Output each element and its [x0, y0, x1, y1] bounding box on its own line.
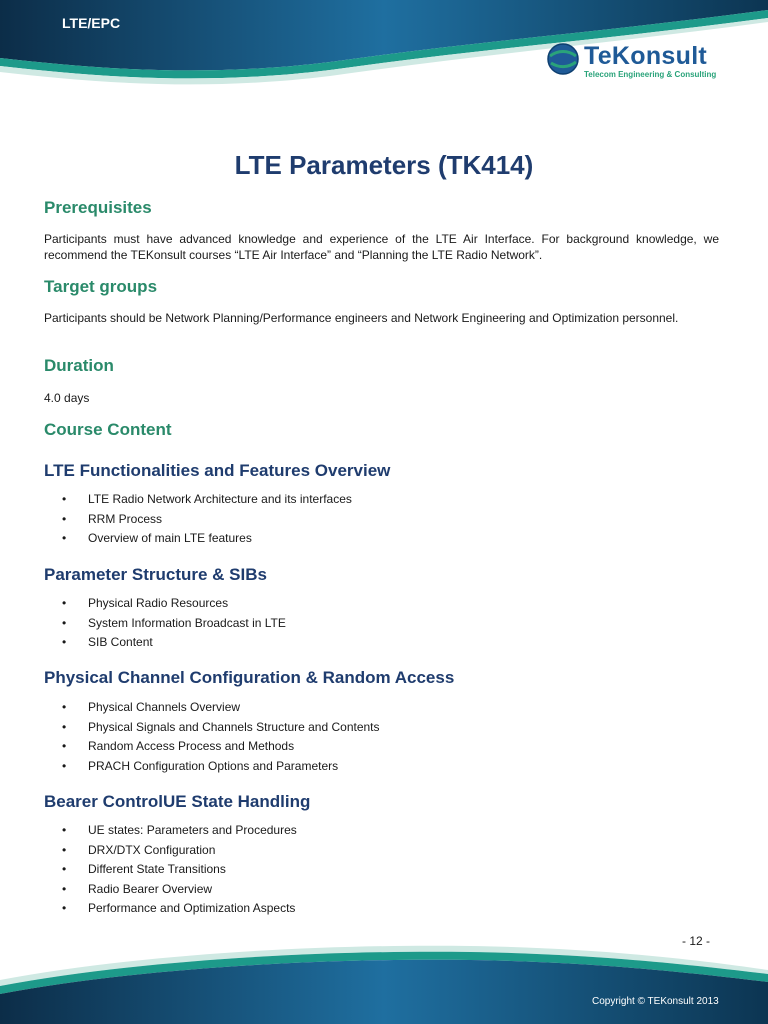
list-item: • Physical Radio Resources	[60, 595, 700, 615]
prerequisites-heading: Prerequisites	[44, 198, 152, 217]
list-item: • PRACH Configuration Options and Parameters	[60, 758, 700, 778]
prerequisites-text: Participants must have advanced knowledge and experience of the LTE Air Interface. For background knowledge, we recommend the TEKonsult courses “LTE Air Interface” and “Planning the LTE Radio Network”.	[44, 232, 719, 262]
page-number: - 12 -	[682, 934, 711, 948]
section-list	[60, 699, 700, 777]
header-title: LTE/EPC	[62, 15, 121, 31]
duration-heading: Duration	[44, 356, 114, 375]
document-title: LTE Parameters (TK414)	[234, 150, 534, 180]
section-title: Bearer ControlUE State Handling	[44, 792, 311, 811]
globe-icon	[546, 42, 580, 76]
section-list	[60, 595, 700, 654]
list-item: • RRM Process	[60, 511, 700, 531]
logo-tagline: Telecom Engineering & Consulting	[584, 70, 717, 79]
list-item: • System Information Broadcast in LTE	[60, 615, 700, 635]
target-groups-text: Participants should be Network Planning/Performance engineers and Network Engineering and Optimization personnel.	[44, 311, 679, 325]
target-groups-heading: Target groups	[44, 277, 158, 296]
section-list	[60, 491, 700, 550]
list-item: • Radio Bearer Overview	[60, 881, 700, 901]
duration-text: 4.0 days	[44, 391, 90, 405]
footer-banner	[0, 940, 768, 1024]
list-item: • DRX/DTX Configuration	[60, 842, 700, 862]
section-title: Parameter Structure & SIBs	[44, 565, 267, 584]
section-title: Physical Channel Configuration & Random Access	[44, 668, 455, 687]
company-logo	[546, 42, 721, 82]
list-item: • Performance and Optimization Aspects	[60, 900, 700, 920]
section-title: LTE Functionalities and Features Overview	[44, 461, 391, 480]
list-item: • Physical Signals and Channels Structure and Contents	[60, 719, 700, 739]
logo-name: TeKonsult	[584, 42, 708, 70]
list-item: • Overview of main LTE features	[60, 530, 700, 550]
list-item: • UE states: Parameters and Procedures	[60, 822, 700, 842]
copyright-text: Copyright © TEKonsult 2013	[592, 996, 719, 1007]
course-content-heading: Course Content	[44, 420, 172, 439]
list-item: • Random Access Process and Methods	[60, 738, 700, 758]
list-item: • Physical Channels Overview	[60, 699, 700, 719]
list-item: • Different State Transitions	[60, 861, 700, 881]
list-item: • LTE Radio Network Architecture and its interfaces	[60, 491, 700, 511]
list-item: • SIB Content	[60, 634, 700, 654]
section-list	[60, 822, 700, 920]
